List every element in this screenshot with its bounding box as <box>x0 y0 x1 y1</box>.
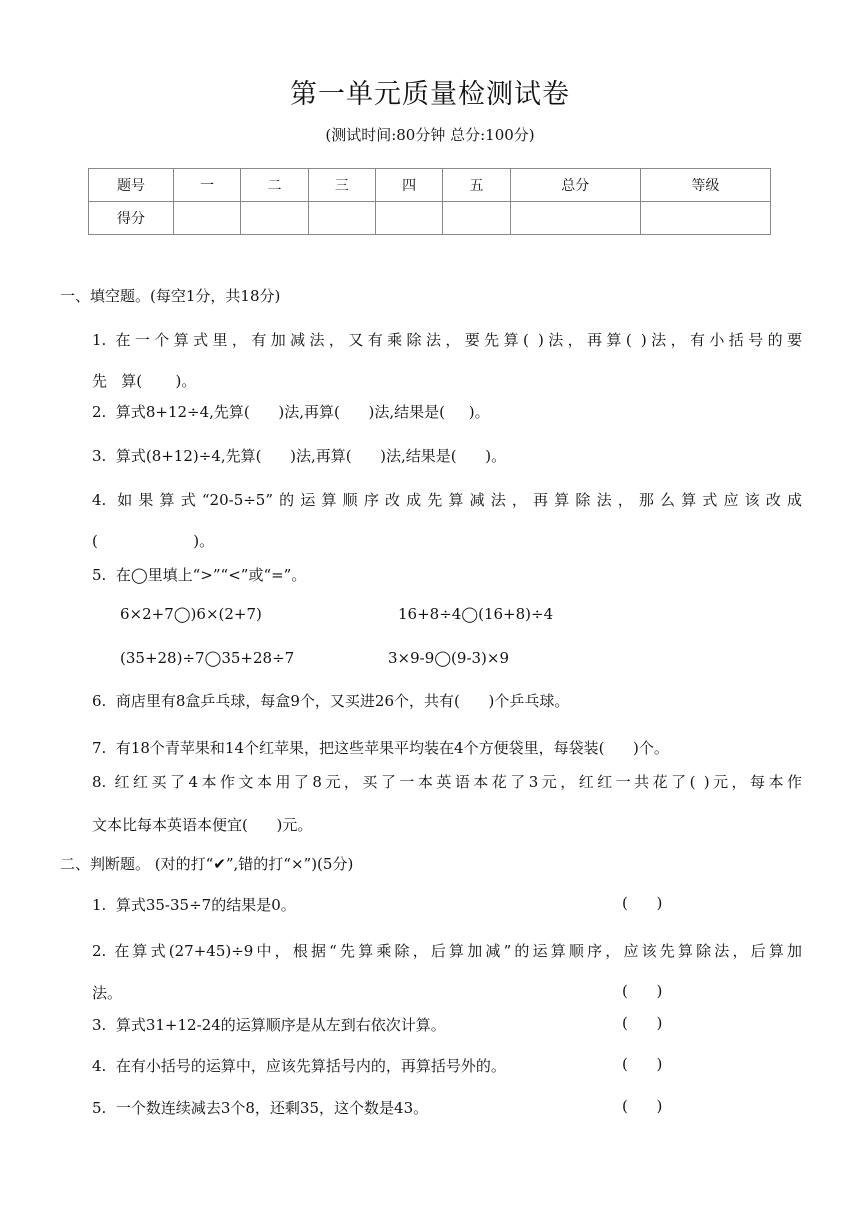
score-table <box>88 168 771 235</box>
score-cell[interactable] <box>640 202 770 235</box>
question-4-line-2: ( )。 <box>92 532 215 550</box>
question-1-line-2: 先 算( )。 <box>92 372 197 390</box>
score-cell[interactable] <box>443 202 510 235</box>
section-heading-fill-blank: 一、填空题。(每空1分，共18分) <box>60 287 281 305</box>
judge-question-5: 5. 一个数连续减去3个8，还剩35，这个数是43。 <box>92 1099 429 1117</box>
table-header-cell: 四 <box>375 169 442 202</box>
table-header-cell: 三 <box>308 169 375 202</box>
answer-parentheses[interactable]: ( ) <box>622 894 663 912</box>
compare-item: (35+28)÷7◯35+28÷7 <box>120 649 295 667</box>
section-heading-true-false: 二、判断题。 (对的打“✔”,错的打“×”)(5分) <box>60 855 354 873</box>
answer-parentheses[interactable]: ( ) <box>622 1097 663 1115</box>
question-8-line-2: 文本比每本英语本便宜( )元。 <box>92 816 313 834</box>
score-cell[interactable] <box>375 202 442 235</box>
table-row-label: 得分 <box>89 202 174 235</box>
judge-question-2-line-1: 2. 在算式(27+45)÷9中，根据“先算乘除，后算加减”的运算顺序，应该先算除法，后算加 <box>92 942 802 960</box>
score-cell[interactable] <box>241 202 308 235</box>
table-header-cell: 二 <box>241 169 308 202</box>
judge-question-2-line-2: 法。 <box>92 984 123 1002</box>
table-score-row <box>89 202 771 235</box>
question-8-line-1: 8. 红红买了4本作文本用了8元，买了一本英语本花了3元，红红一共花了( )元，每本作 <box>92 773 802 791</box>
table-header-cell: 题号 <box>89 169 174 202</box>
page-title: 第一单元质量检测试卷 <box>290 79 570 110</box>
judge-question-3: 3. 算式31+12-24的运算顺序是从左到右依次计算。 <box>92 1016 446 1034</box>
table-header-cell: 总分 <box>510 169 640 202</box>
compare-item: 16+8÷4◯(16+8)÷4 <box>398 605 554 623</box>
table-header-cell: 等级 <box>640 169 770 202</box>
question-2: 2. 算式8+12÷4,先算( )法,再算( )法,结果是( )。 <box>92 403 490 421</box>
answer-parentheses[interactable]: ( ) <box>622 1055 663 1073</box>
question-7: 7. 有18个青苹果和14个红苹果，把这些苹果平均装在4个方便袋里，每袋装( )个。 <box>92 739 669 757</box>
answer-parentheses[interactable]: ( ) <box>622 1014 663 1032</box>
judge-question-4: 4. 在有小括号的运算中，应该先算括号内的，再算括号外的。 <box>92 1057 506 1075</box>
table-header-cell: 五 <box>443 169 510 202</box>
table-header-cell: 一 <box>174 169 241 202</box>
question-4-line-1: 4. 如果算式“20-5÷5”的运算顺序改成先算减法，再算除法，那么算式应该改成 <box>92 491 802 509</box>
question-1-line-1: 1. 在一个算式里，有加减法，又有乘除法，要先算( )法，再算( )法，有小括号的要 <box>92 331 802 349</box>
question-6: 6. 商店里有8盒乒乓球，每盒9个，又买进26个，共有( )个乒乓球。 <box>92 692 570 710</box>
test-info: (测试时间:80分钟 总分:100分) <box>325 126 535 144</box>
answer-parentheses[interactable]: ( ) <box>622 982 663 1000</box>
compare-item: 3×9-9◯(9-3)×9 <box>388 649 510 667</box>
judge-question-1: 1. 算式35-35÷7的结果是0。 <box>92 896 296 914</box>
score-cell[interactable] <box>174 202 241 235</box>
question-5: 5. 在◯里填上“>”“<”或“=”。 <box>92 566 307 584</box>
score-cell[interactable] <box>510 202 640 235</box>
question-3: 3. 算式(8+12)÷4,先算( )法,再算( )法,结果是( )。 <box>92 447 507 465</box>
table-header-row <box>89 169 771 202</box>
compare-item: 6×2+7◯)6×(2+7) <box>120 605 262 623</box>
score-cell[interactable] <box>308 202 375 235</box>
